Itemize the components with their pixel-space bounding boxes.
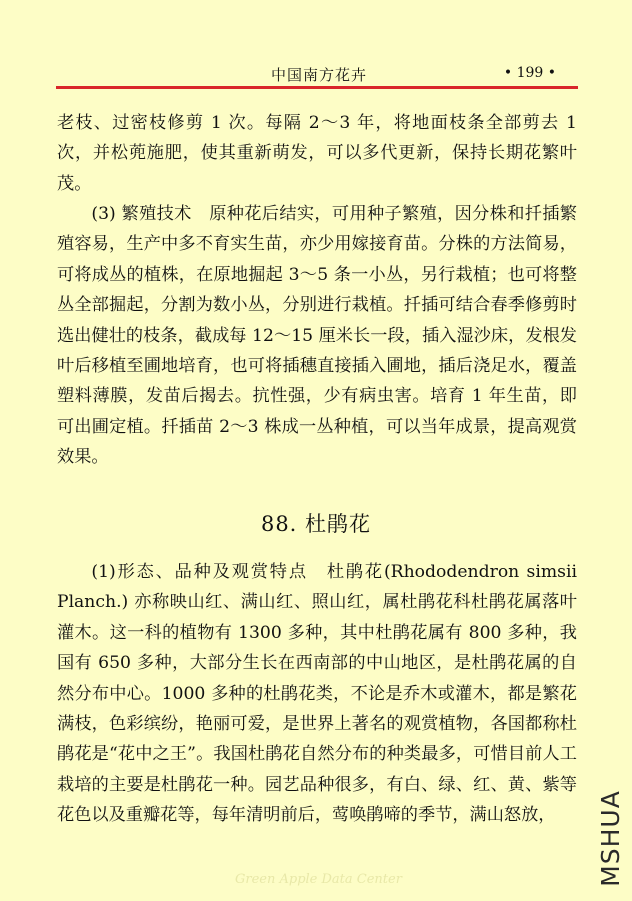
paragraph-text: (1)形态、品种及观赏特点 杜鹃花(Rhododendron simsii Planch.) 亦称映山红、满山红、照山红，属杜鹃花科杜鹃花属落叶灌木。这一科的植物有 1300 多种，其中杜鹃花属有 800 多种，我国有 650 多种，大部分生长在西南部的中山地区，是杜鹃花属的自然分布中心。1000 多种的杜鹃花类，不论是乔木或灌木，都是繁花满枝，色彩缤纷，艳丽可爱，是世界上著名的观赏植物，各国都称杜鹃花是“花中之王”。我国杜鹃花自然分布的种类最多，可惜目前人工栽培的主要是杜鹃花一种。园艺品种很多，有白、绿、红、黄、紫等花色以及重瓣花等，每年清明前后，莺唤鹃啼的季节，满山怒放，: [57, 562, 577, 826]
page-number: • 199 •: [503, 65, 556, 81]
paragraph-text: (3) 繁殖技术 原种花后结实，可用种子繁殖，因分株和扦插繁殖容易，生产中多不育实生苗，亦少用嫁接育苗。分株的方法简易，可将成丛的植株，在原地掘起 3～5 条一小丛，另行栽植；也可将整丛全部掘起，分割为数小丛，分别进行栽植。扦插可结合春季修剪时选出健壮的枝条，截成每 12～15 厘米长一段，插入湿沙床，发根发叶后移植至圃地培育，也可将插穗直接插入圃地，插后浇足水，覆盖塑料薄膜，发苗后揭去。抗性强，少有病虫害。培育 1 年生苗，即可出圃定植。扦插苗 2～3 株成一丛种植，可以当年成景，提高观赏效果。: [57, 204, 577, 468]
section-heading: 88. 杜鹃花: [260, 512, 372, 536]
paragraph-propagation: [57, 199, 577, 473]
paragraph-pruning: [57, 108, 577, 199]
header-rule: [56, 86, 578, 89]
running-title: 中国南方花卉: [271, 66, 368, 84]
watermark-side: [596, 783, 624, 893]
watermark-side-text: MSHUA: [595, 789, 625, 887]
page-header: [56, 62, 578, 88]
watermark-bottom: Green Apple Data Center: [235, 872, 402, 887]
paragraph-text: 老枝、过密枝修剪 1 次。每隔 2～3 年，将地面枝条全部剪去 1 次，并松蔸施肥，使其重新萌发，可以多代更新，保持长期花繁叶茂。: [57, 113, 577, 194]
paragraph-morphology: [57, 557, 577, 831]
